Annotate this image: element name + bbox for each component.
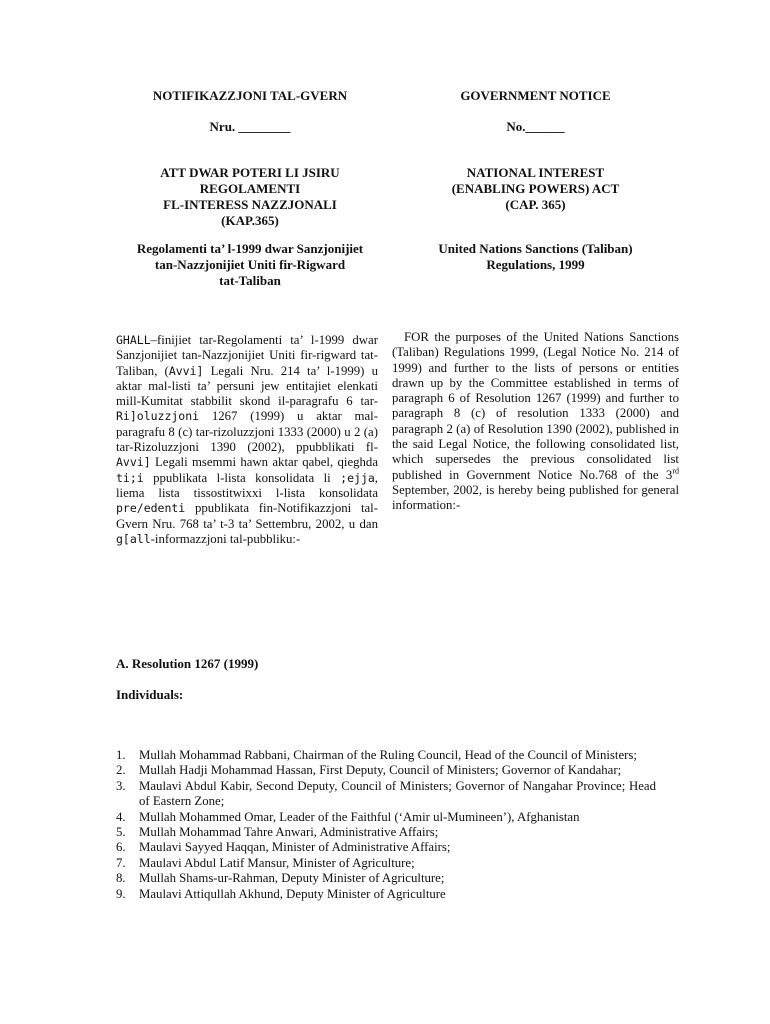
left-reg-line: Regolamenti ta’ l-1999 dwar Sanzjonijiet (136, 241, 364, 256)
left-para-segment: ppublikata l-lista konsolidata li (143, 470, 341, 485)
left-act-line: REGOLAMENTI (199, 181, 301, 196)
list-item (116, 887, 656, 902)
section-heading: A. Resolution 1267 (1999) (116, 656, 259, 671)
left-para-segment: Legali msemmi hawn aktar qabel, qieghda (150, 455, 378, 470)
list-item (116, 779, 656, 810)
item-number: 6. (116, 840, 126, 855)
item-text: Maulavi Attiqullah Akhund, Deputy Minister of Agriculture (139, 886, 446, 901)
item-text: Mullah Mohammed Omar, Leader of the Faithful (‘Amir ul-Mumineen’), Afghanistan (139, 809, 580, 824)
left-act-line: (KAP.365) (221, 213, 279, 228)
item-text: Maulavi Sayyed Haqqan, Minister of Administrative Affairs; (139, 840, 451, 855)
left-para-segment: pre/edenti (116, 501, 186, 516)
list-item (116, 763, 656, 778)
right-reg-line: United Nations Sanctions (Taliban) (438, 241, 633, 256)
left-para-segment: Avvi] (168, 363, 204, 378)
left-reg-line: tat-Taliban (219, 273, 281, 288)
right-regulation-title (392, 241, 679, 273)
item-number: 8. (116, 871, 126, 886)
list-item (116, 856, 656, 871)
left-para-segment: , liema lista tissostitwixxi l-lista konsolidata (116, 470, 378, 500)
item-text: Mullah Mohammad Tahre Anwari, Administrative Affairs; (139, 825, 439, 840)
list-item (116, 810, 656, 825)
left-act-title (116, 165, 384, 229)
left-para-segment: 1267 (1999) u aktar mal-paragrafu 8 (c) tar-rizoluzzjoni 1333 (2000) u 2 (a) tar-Rizoluzzjoni 1390 (2002), ppubblikati fl- (116, 409, 378, 455)
ordinal-suffix: rd (672, 466, 679, 476)
right-act-line: (ENABLING POWERS) ACT (451, 181, 620, 196)
right-reg-line: Regulations, 1999 (486, 257, 585, 272)
left-para-segment: –finijiet tar-Regolamenti ta’ l-1999 dwar Sanzjonijiet tan-Nazzjonijiet Uniti fir-rigward tat-Taliban, ( (116, 333, 378, 378)
right-body-paragraph (392, 330, 679, 514)
left-regulation-title (116, 241, 384, 289)
left-act-line: FL-INTERESS NAZZJONALI (163, 197, 337, 212)
left-para-segment: g[all (116, 531, 151, 546)
left-para-segment: -informazzjoni tal-pubbliku:- (150, 531, 301, 546)
left-act-line: ATT DWAR POTERI LI JSIRU (160, 165, 340, 180)
item-text: Mullah Mohammad Rabbani, Chairman of the Ruling Council, Head of the Council of Ministers; (139, 748, 637, 762)
list-item (116, 840, 656, 855)
left-notice-number: Nru. ________ (209, 119, 291, 134)
item-text: Mullah Hadji Mohammad Hassan, First Deputy, Council of Ministers; Governor of Kandahar; (139, 763, 622, 778)
item-text: Mullah Shams-ur-Rahman, Deputy Minister of Agriculture; (139, 871, 445, 886)
item-number: 9. (116, 886, 126, 901)
item-text: Maulavi Abdul Kabir, Second Deputy, Council of Ministers; Governor of Nangahar Province; Head of Eastern Zone; (139, 778, 656, 809)
left-body-paragraph (116, 333, 378, 547)
item-number: 3. (116, 778, 126, 793)
right-act-line: (CAP. 365) (505, 197, 566, 212)
list-item (116, 871, 656, 886)
right-para-segment: September, 2002, is hereby being published for general information:- (392, 482, 679, 513)
left-reg-line: tan-Nazzjonijiet Uniti fir-Rigward (154, 257, 346, 272)
left-para-segment: ppublikata fin-Notifikazzjoni tal-Gvern Nru. 768 ta’ t-3 ta’ Settembru, 2002, u dan (116, 501, 378, 531)
list-item (116, 748, 656, 763)
left-para-segment: ti;i (116, 470, 144, 485)
subheading-individuals: Individuals: (116, 687, 184, 702)
item-number: 7. (116, 855, 126, 870)
item-number: 4. (116, 809, 126, 824)
left-notice-title: NOTIFIKAZZJONI TAL-GVERN (152, 88, 348, 103)
item-number: 1. (116, 748, 126, 762)
left-para-segment: Ri]oluzzjoni (116, 409, 200, 424)
list-item (116, 825, 656, 840)
right-act-line: NATIONAL INTEREST (466, 165, 605, 180)
right-notice-number: No.______ (506, 119, 565, 134)
left-para-segment: GHALL (116, 333, 151, 347)
right-act-title (392, 165, 679, 213)
left-para-segment: ;ejja (340, 470, 375, 485)
individuals-list (116, 748, 656, 902)
left-para-segment: Avvi] (116, 455, 151, 470)
item-number: 2. (116, 763, 126, 778)
item-text: Maulavi Abdul Latif Mansur, Minister of Agriculture; (139, 855, 415, 870)
right-notice-title: GOVERNMENT NOTICE (460, 88, 611, 103)
right-para-segment: FOR the purposes of the United Nations Sanctions (Taliban) Regulations 1999, (Legal Notice No. 214 of 1999) and further to the lists of persons or entities drawn up by the Committee established in terms of paragraph 6 of Resolution 1267 (1999) and further to paragraph 8 (c) of resolution 1333 (2000) and paragraph 2 (a) of Resolution 1390 (2002), published in the said Legal Notice, the following consolidated list, which supersedes the previous consolidated list published in Government Notice No.768 of the 3 (392, 330, 679, 482)
item-number: 5. (116, 825, 126, 840)
left-para-segment: Legali Nru. 214 ta’ l-1999) u aktar mal-listi ta’ persuni jew entitajiet elenkati mill-Kumitat stabbilit skond il-paragrafu 6 tar- (116, 363, 378, 409)
